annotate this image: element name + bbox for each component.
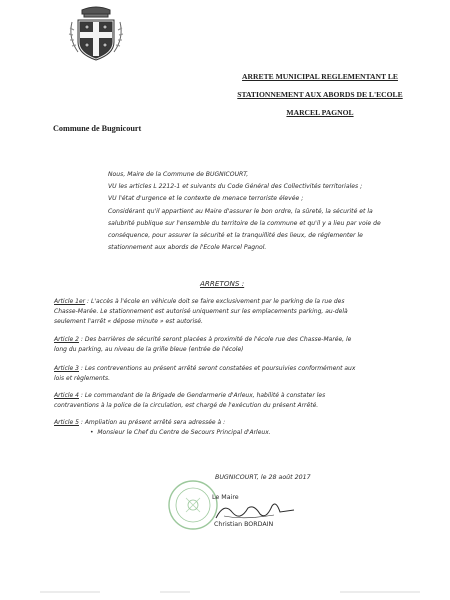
article-5 <box>54 418 428 428</box>
article-label: Article 3 <box>54 365 79 372</box>
article-text: Chasse-Marée. Le stationnement est autorisé uniquement sur les emplacements parking, au-delà <box>54 308 348 315</box>
recipient-item <box>90 428 271 438</box>
title-line: ARRETE MUNICIPAL REGLEMENTANT LE <box>242 72 398 81</box>
article-1 <box>54 297 428 327</box>
article-text: seulement l'arrêt « dépose minute » est autorisé. <box>54 318 203 325</box>
signature-role: Le Maire <box>212 494 239 501</box>
article-text: lois et règlements. <box>54 375 111 382</box>
signature-date: BUGNICOURT, le 28 août 2017 <box>215 474 311 481</box>
article-text: long du parking, au niveau de la grille bleue (entrée de l'école) <box>54 346 244 353</box>
commune-name: Commune de Bugnicourt <box>53 124 142 133</box>
article-text: : Des barrières de sécurité seront placées à proximité de l'école rue des Chasse-Marée, le <box>78 336 352 343</box>
municipal-stamp-icon <box>166 478 220 532</box>
title-line: STATIONNEMENT AUX ABORDS DE L'ECOLE <box>237 90 403 99</box>
preamble-line: salubrité publique sur l'ensemble du territoire de la commune et qu'il y a lieu par voie de <box>108 219 381 227</box>
decree-title <box>200 68 440 122</box>
commune-crest-icon <box>64 2 128 64</box>
title-line: MARCEL PAGNOL <box>286 108 354 117</box>
article-text: : L'accès à l'école en véhicule doit se faire exclusivement par le parking de la rue des <box>85 298 345 305</box>
preamble-line: Nous, Maire de la Commune de BUGNICOURT, <box>108 171 249 178</box>
article-label: Article 5 <box>54 419 79 426</box>
article-text: : Le commandant de la Brigade de Gendarmerie d'Arleux, habilité à constater les <box>78 392 326 399</box>
article-label: Article 1er <box>54 298 86 305</box>
article-label: Article 2 <box>54 336 79 343</box>
preamble-line: conséquence, pour assurer la sécurité et la tranquillité des lieux, de réglementer le <box>108 232 363 240</box>
article-3 <box>54 364 428 384</box>
article-text: : Les contreventions au présent arrêté seront constatées et poursuivies conformément aux <box>78 365 356 372</box>
preamble-line: stationnement aux abords de l'Ecole Marcel Pagnol. <box>108 244 267 252</box>
article-4 <box>54 391 428 411</box>
preamble <box>108 169 424 254</box>
preamble-line: VU les articles L 2212-1 et suivants du Code Général des Collectivités territoriales ; <box>108 183 363 191</box>
signature-name: Christian BORDAIN <box>214 521 274 528</box>
article-2 <box>54 335 428 355</box>
bullet-icon: • <box>90 429 98 436</box>
article-text: contraventions à la police de la circulation, est chargé de l'exécution du présent Arrêté. <box>54 402 319 409</box>
article-text: : Ampliation au présent arrêté sera adressée à : <box>78 419 226 426</box>
scan-footer-marks <box>40 590 420 594</box>
recipient-text: Monsieur le Chef du Centre de Secours Principal d'Arleux. <box>97 429 271 436</box>
preamble-line: Considérant qu'il appartient au Maire d'assurer le bon ordre, la sûreté, la sécurité et la <box>108 207 373 215</box>
article-label: Article 4 <box>54 392 79 399</box>
preamble-line: VU l'état d'urgence et le contexte de menace terroriste élevée ; <box>108 195 304 203</box>
arretons-heading: ARRETONS : <box>200 279 245 288</box>
